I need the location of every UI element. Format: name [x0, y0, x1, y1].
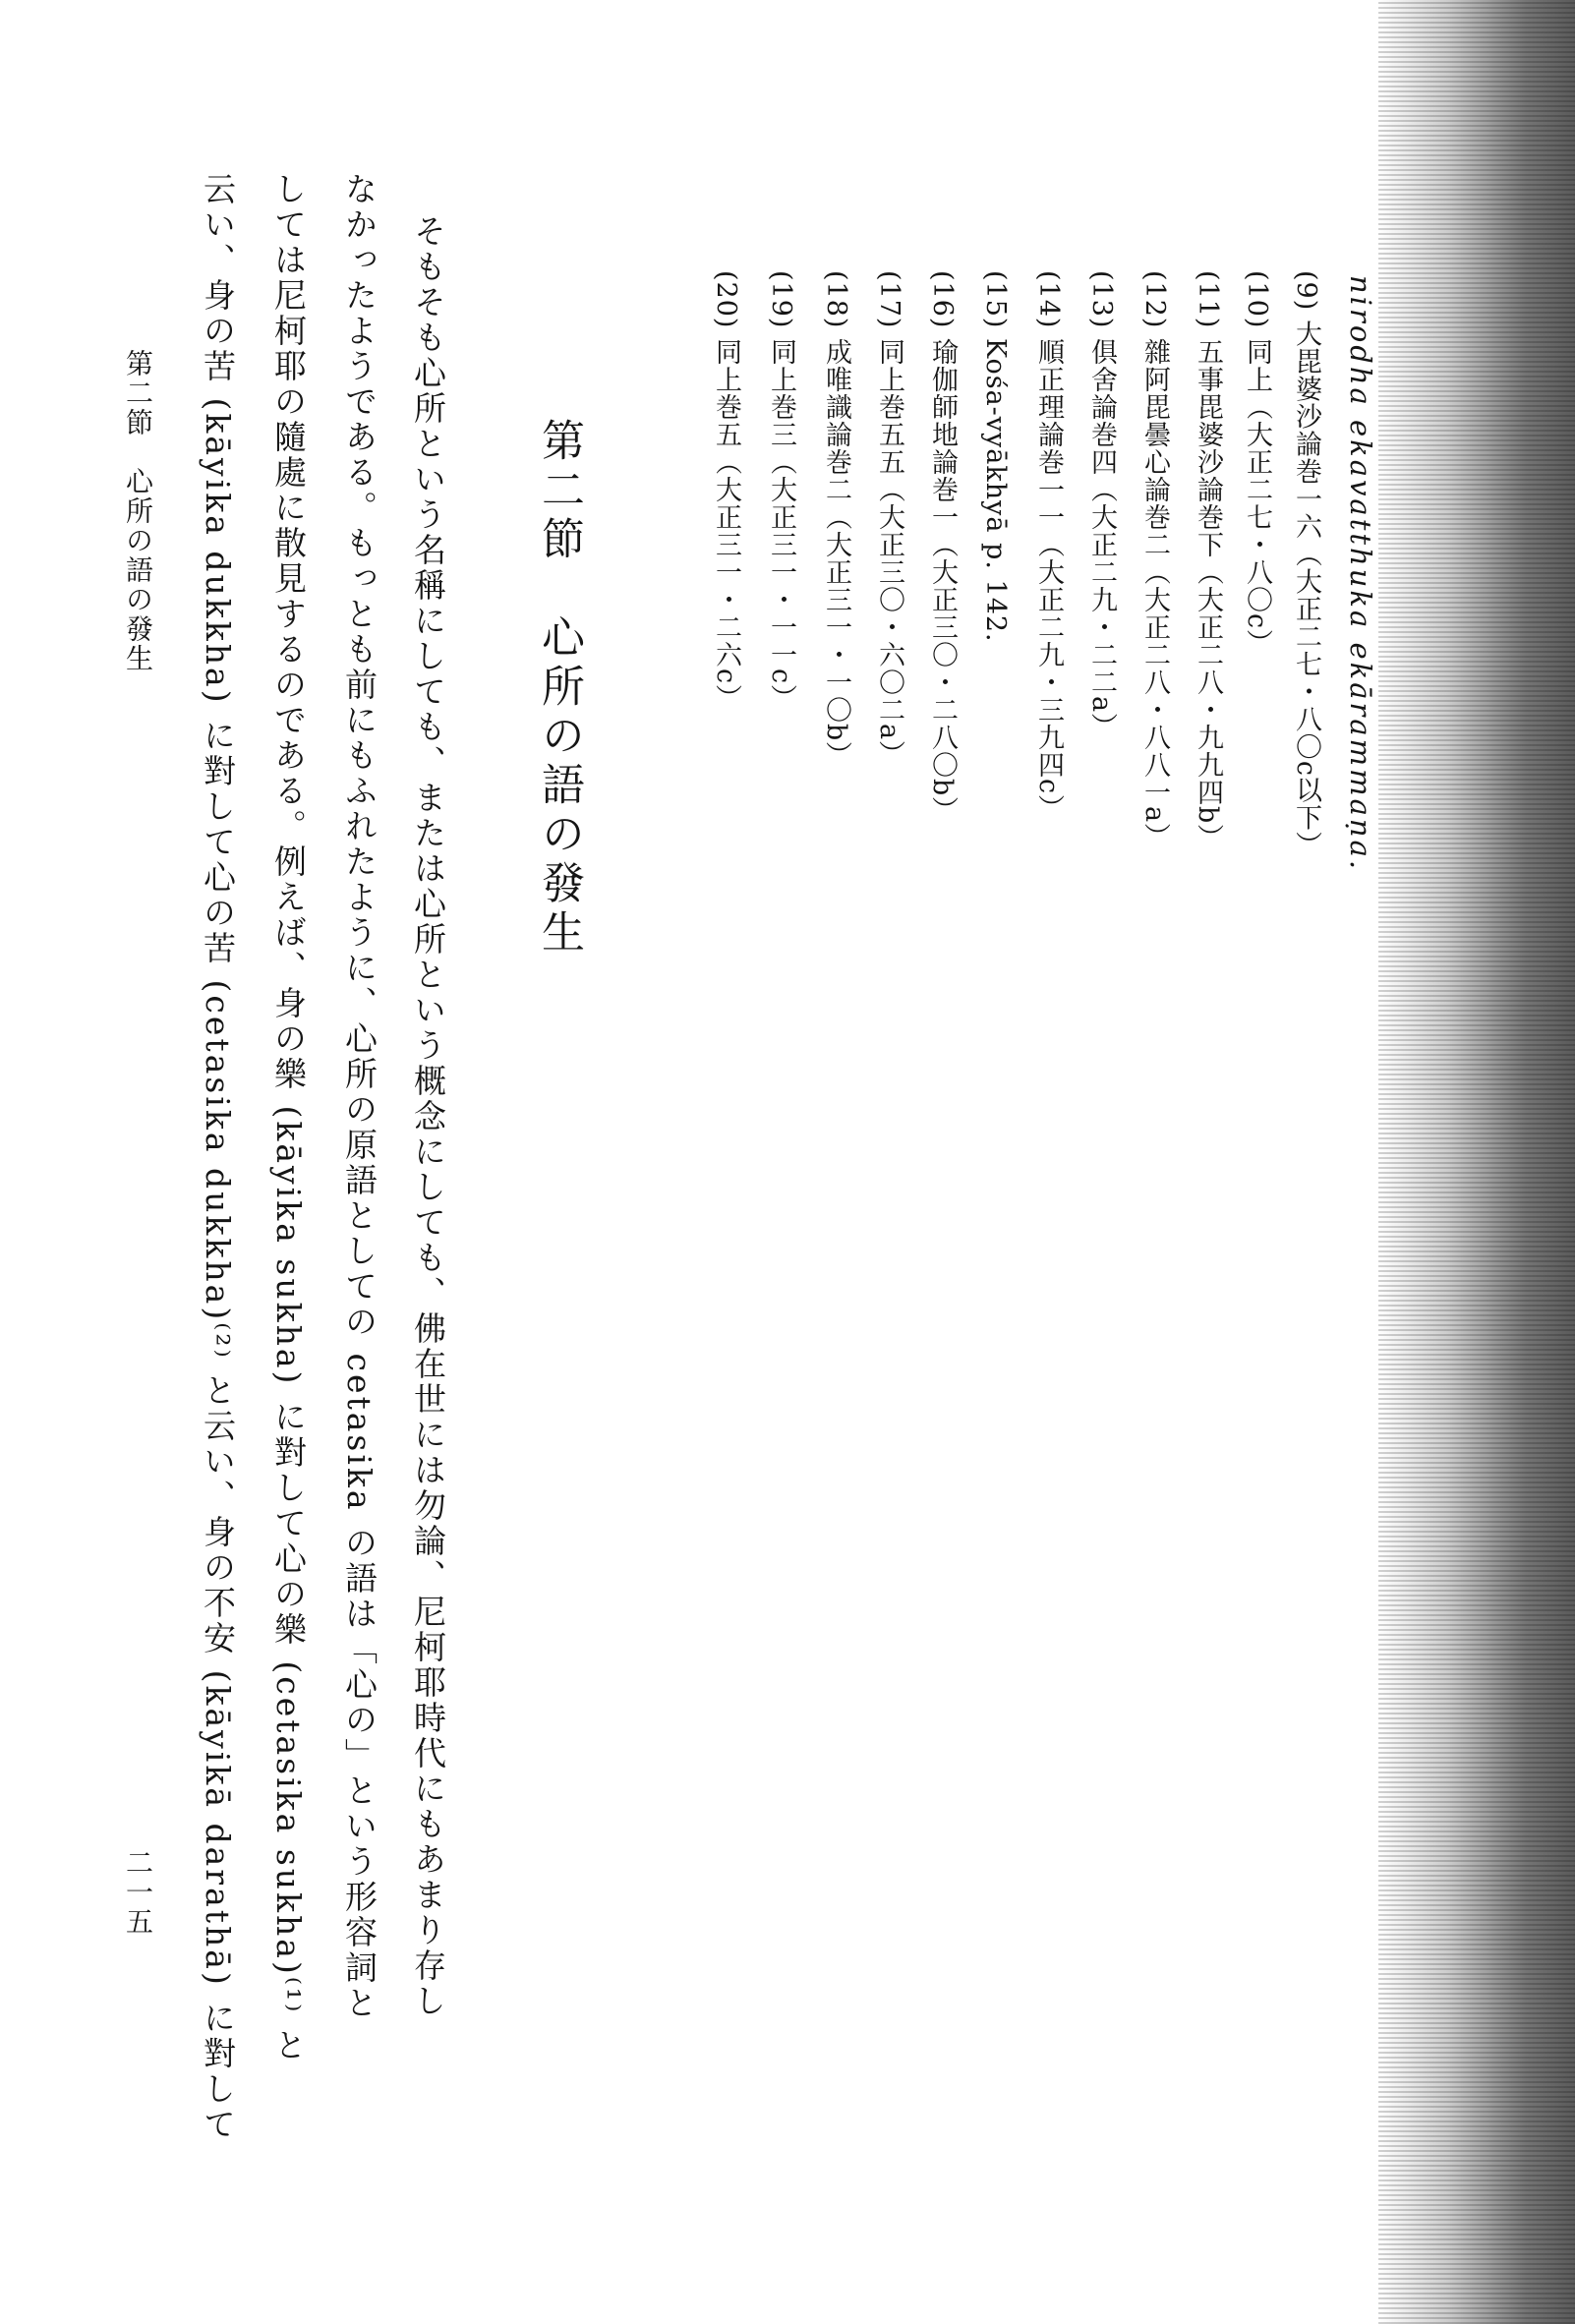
footnote-19: (19) 同上巻三（大正三一・一一c）: [766, 270, 796, 713]
body-line-2: なかったようである。もっとも前にもふれたように、心所の原語としての cetasika の語は「心の」という形容詞と: [340, 172, 379, 2022]
section-title: 第二節 心所の語の發生: [534, 418, 584, 959]
page-number: 二一五: [122, 1848, 154, 1937]
body-line-4: 云い、身の苦 (kāyika dukkha) に對して心の苦 (cetasika dukkha)⁽²⁾ と云い、身の不安 (kāyikā darathā) に對して: [199, 172, 237, 2143]
footnote-20: (20) 同上巻五（大正三一・二六c）: [711, 270, 741, 713]
footnote-17: (17) 同上巻五五（大正三〇・六〇二a）: [874, 270, 904, 769]
footnote-12: (12) 雜阿毘曇心論巻二（大正二八・八八一a）: [1139, 270, 1170, 851]
running-head: 第二節 心所の語の發生: [122, 349, 154, 673]
footnote-11: (11) 五事毘婆沙論巻下（大正二八・九九四b）: [1193, 270, 1223, 852]
footnote-13: (13) 俱舍論巻四（大正二九・二二a）: [1086, 270, 1117, 741]
scan-edge-shadow: [1378, 0, 1575, 2324]
body-line-3: しては尼柯耶の隨處に散見するのである。例えば、身の樂 (kāyika sukha) に對して心の樂 (cetasika sukha)⁽¹⁾ と: [269, 172, 308, 2063]
footnote-10: (10) 同上（大正二七・八〇c）: [1242, 270, 1272, 658]
footnote-18: (18) 成唯識論巻二（大正三一・一〇b）: [821, 270, 851, 770]
body-line-1: そもそも心所という名稱にしても、または心所という概念にしても、佛在世には勿論、尼柯耶時代にもあまり存し: [409, 214, 447, 2019]
footnote-9: (9) 大毘婆沙論巻一六（大正二七・八〇c以下）: [1291, 270, 1321, 859]
footnote-14: (14) 順正理論巻一一（大正二九・三九四c）: [1033, 270, 1064, 823]
footnote-15: (15) Kośa-vyākhyā p. 142.: [980, 270, 1011, 643]
footnote-16: (16) 瑜伽師地論巻一（大正三〇・二八〇b）: [927, 270, 958, 825]
footnote-lead: nirodha ekavatthuka ekārammaṇa.: [1344, 275, 1377, 873]
